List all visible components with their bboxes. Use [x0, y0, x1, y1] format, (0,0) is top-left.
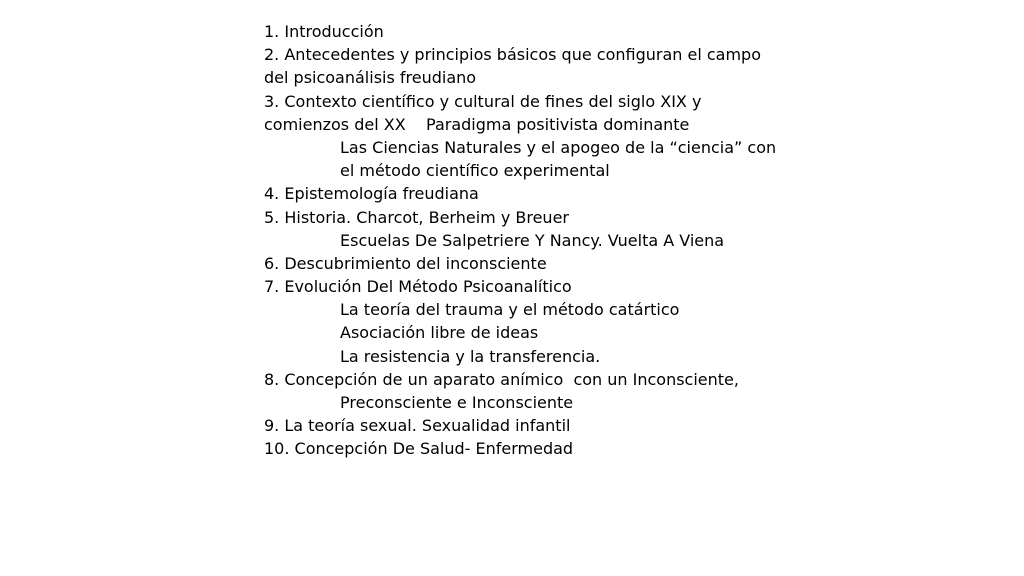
outline-subline: Asociación libre de ideas [340, 323, 539, 343]
outline-subline: La resistencia y la transferencia. [340, 346, 601, 366]
outline-line: 6. Descubrimiento del inconsciente [264, 253, 547, 273]
outline-subline: Escuelas De Salpetriere Y Nancy. Vuelta A Viena [340, 230, 725, 250]
outline-subline: La teoría del trauma y el método catártico [340, 300, 680, 320]
outline-line: 2. Antecedentes y principios básicos que configuran el campo [264, 45, 761, 65]
outline-line: 1. Introducción [264, 22, 384, 41]
outline-line: 7. Evolución Del Método Psicoanalítico [264, 277, 572, 297]
outline-line: 10. Concepción De Salud- Enfermedad [264, 439, 574, 459]
outline-subline: Las Ciencias Naturales y el apogeo de la “ciencia” con [340, 137, 777, 157]
outline-line: 4. Epistemología freudiana [264, 184, 479, 204]
outline-line: 8. Concepción de un aparato anímico con un Inconsciente, [264, 369, 739, 389]
outline-line: 5. Historia. Charcot, Berheim y Breuer [264, 207, 569, 227]
outline-line: del psicoanálisis freudiano [264, 68, 477, 88]
outline-line: comienzos del XX Paradigma positivista dominante [264, 114, 690, 134]
outline-line: 3. Contexto científico y cultural de fines del siglo XIX y [264, 91, 702, 111]
outline-text-block [264, 20, 784, 461]
outline-line: 9. La teoría sexual. Sexualidad infantil [264, 416, 571, 436]
outline-subline: Preconsciente e Inconsciente [340, 393, 574, 412]
outline-subline: el método científico experimental [340, 161, 610, 181]
